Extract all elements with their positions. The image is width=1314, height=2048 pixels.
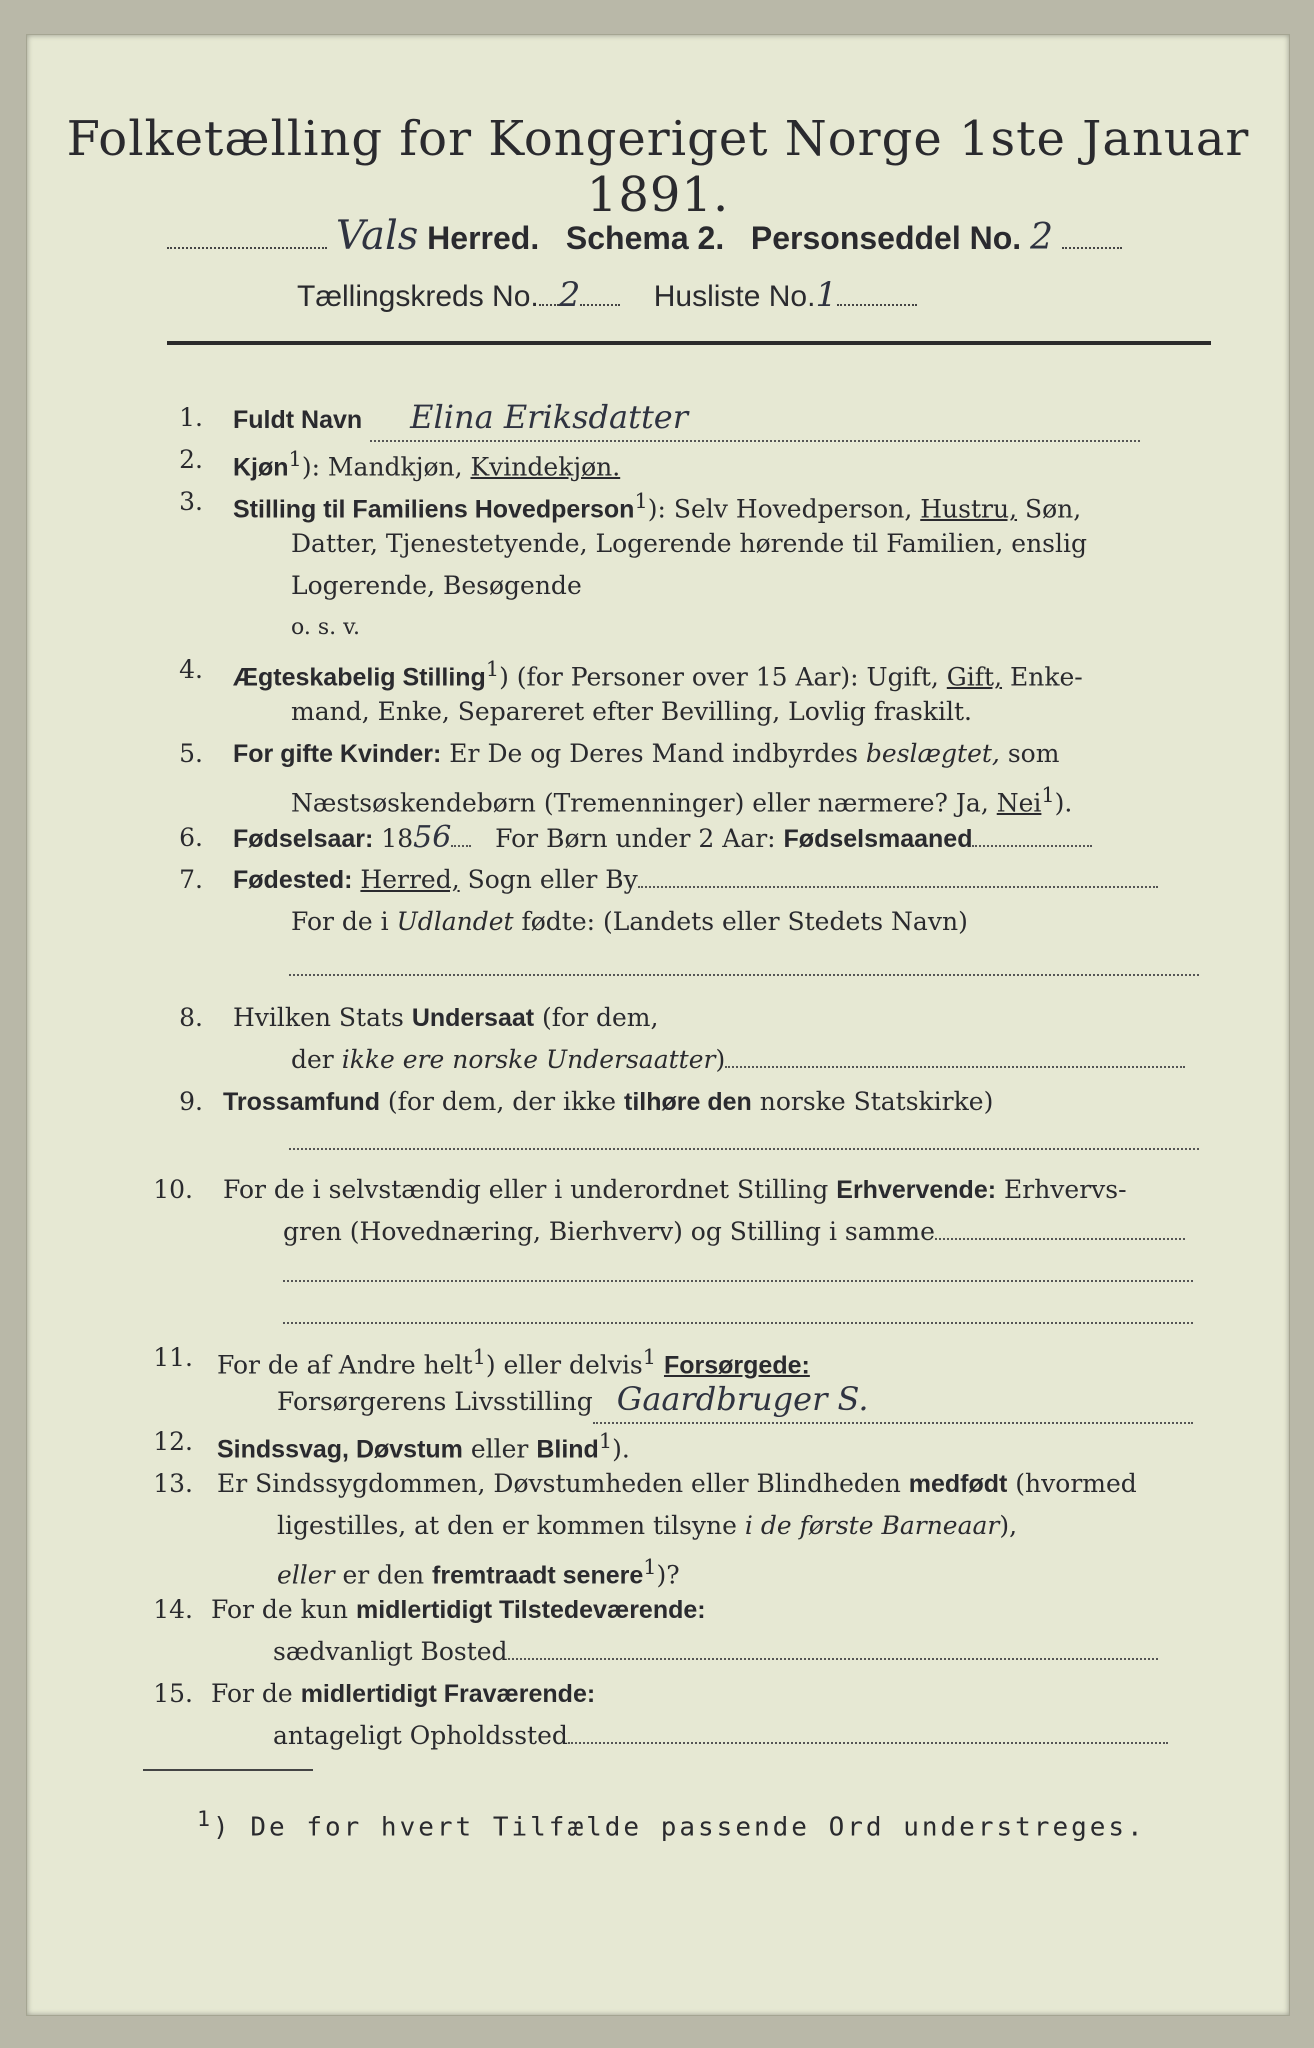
footnote: $^1$) De for hvert Tilfælde passende Ord understreges. [197,1807,1146,1843]
census-form-sheet: Folketælling for Kongeriget Norge 1ste Januar 1891. Vals Herred. Schema 2. Personseddel No. 2 Tællingskreds No. 2 Husliste No.1 1. Fuldt Navn Elina Eriksdatter 2. Kjøn$^1$): Mandkjøn, Kvindekjøn. 3. Stilling til Familiens Hovedperson$^1$): Selv Hovedperson, Hustru, Søn, Datter, Tjenestetyende, Logerende hørende til Familien, enslig Logerende, Besøgende o. s. v. 4. Ægteskabelig Stilling$^1$) (for Personer over 15 Aar): Ugift, Gift, Enke- mand, Enke, Separeret efter Bevilling, Lovlig fraskilt. 5. For gifte Kvinder: Er De og Deres Mand indbyrdes beslægtet, som Næstsøskendebørn (Tremenninger) eller nærmere? Ja, Nei$^1$). 6. Fødselsaar: 1856 For Børn under 2 Aar: Fødselsmaaned 7. Fødested: Herred, Sogn eller By For de i Udlandet fødte: (Landets eller Stedets Navn) 8. Hvilken Stats Undersaat (for dem, der ikke ere norske Undersaatter) 9. Trossamfund (for dem, der ikke tilhøre den norske Statskirke) 10. For de i selvstændig eller i underordnet Stilling Erhvervende: Erhvervs- gren (Hovednæring, Bierhverv) og Stilling i samme 11. For de af Andre helt$^1$) eller delvis$^1$ Forsørgede: Forsørgerens Livsstilling Gaardbruger S. 12. Sindssvag, Døvstum eller Blind$^1$). 13. Er Sindssygdommen, Døvstumheden eller Blindheden medfødt (hvormed ligestilles, at den er kommen tilsyne i de første Barneaar), eller er den fremtraadt senere$^1$)? 14. For de kun midlertidigt Tilstedeværende: sædvanligt Bosted 15. For de midlertidigt Fraværende: antageligt Opholdssted $^1$) De for hvert Tilfælde passende Ord understreges. [26,34,1290,2016]
husliste-value: 1 [815,275,838,315]
tellingskreds-line [297,275,1117,315]
personseddel-value: 2 [1030,217,1053,258]
husliste-label: Husliste No. [653,280,816,313]
gender-selected: Kvindekjøn. [470,452,621,482]
birthplace-selected: Herred, [360,865,460,894]
footnote-rule [143,1769,313,1771]
herred-label: Herred. [427,220,540,256]
tellingskreds-label: Tællingskreds No. [297,280,539,313]
related-selected: Nei [996,788,1042,818]
personseddel-label: Personseddel No. [750,220,1022,256]
family-position-selected: Hustru, [920,494,1018,524]
herred-line [167,213,1207,259]
full-name-value: Elina Eriksdatter [410,398,689,436]
herred-value: Vals [335,213,419,259]
form-title: Folketælling for Kongeriget Norge 1ste Januar 1891. [66,111,1250,223]
schema-label: Schema 2. [565,220,725,256]
marital-status-selected: Gift, [946,662,1003,692]
provider-occupation-value: Gaardbruger S. [616,1380,869,1418]
tellingskreds-value: 2 [558,275,581,315]
header-rule [167,341,1211,345]
birth-year-value: 56 [413,820,452,855]
